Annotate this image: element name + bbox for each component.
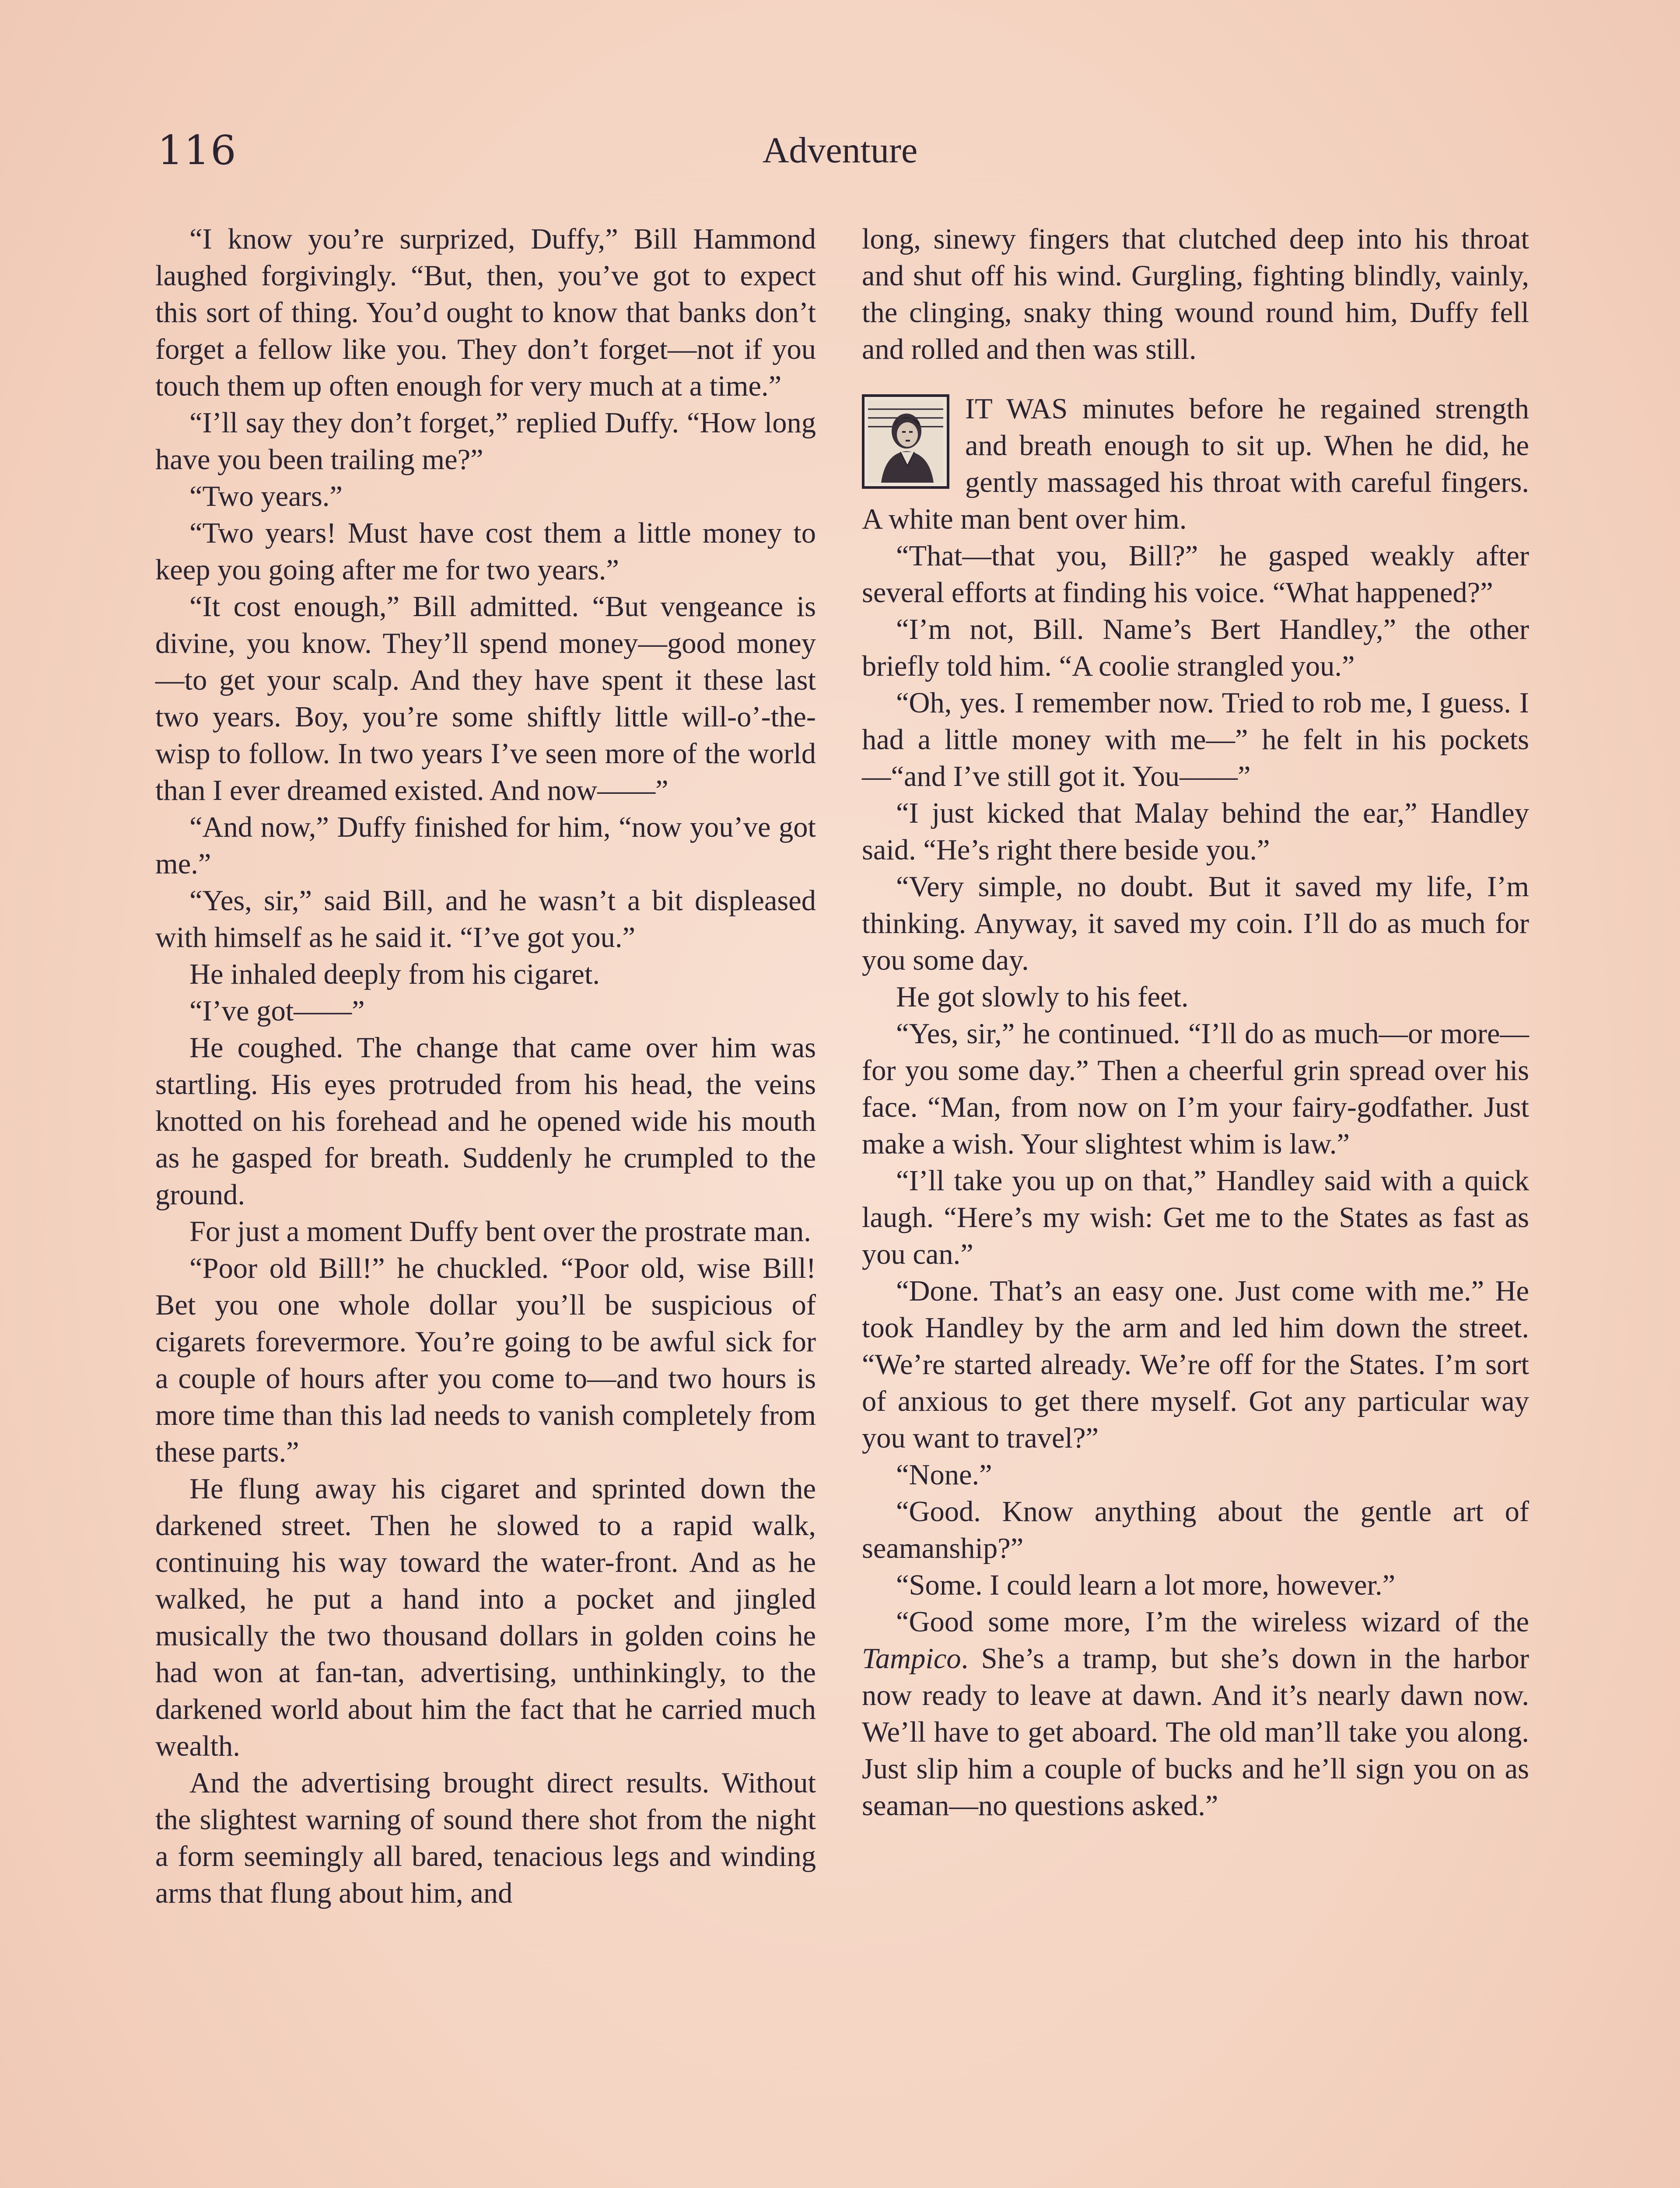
paragraph: “I’m not, Bill. Name’s Bert Handley,” the other briefly told him. “A coolie strangled you.” <box>862 614 1529 682</box>
ship-name: Tampico <box>862 1643 961 1675</box>
paragraph: He coughed. The change that came over him was startling. His eyes protruded from his head, the veins knotted on his forehead and he opened wide his mouth as he gasped for breath. Suddenly he crumpled to the ground. <box>155 1032 816 1211</box>
paragraph: “Oh, yes. I remember now. Tried to rob me, I guess. I had a little money with me—” he felt in his pockets—“and I’ve still got it. You——” <box>862 687 1529 792</box>
paragraph: “It cost enough,” Bill admitted. “But vengeance is divine, you know. They’ll spend money—good money—to get your scalp. And they have spent it these last two years. Boy, you’re some shiftly little will-o’-the-wisp to follow. In two years I’ve seen more of the world than I ever dreamed existed. And now——” <box>155 591 816 806</box>
paragraph: IT WAS minutes before he regained strength and breath enough to sit up. When he did, he gently massaged his throat with careful fingers. A white man bent over him. <box>862 393 1529 535</box>
paragraph: “I know you’re surprized, Duffy,” Bill Hammond laughed forgivingly. “But, then, you’ve got to expect this sort of thing. You’d ought to know that banks don’t forget a fellow like you. They don’t forget—not if you touch them up often enough for very much at a time.” <box>155 223 816 402</box>
paragraph: “Two years.” <box>189 480 343 512</box>
right-column <box>862 221 1529 1824</box>
paragraph: He got slowly to his feet. <box>896 981 1189 1013</box>
paragraph: He flung away his cigaret and sprinted down the darkened street. Then he slowed to a rapid walk, continuing his way toward the water-front. And as he walked, he put a hand into a pocket and jingled musically the two thousand dollars in golden coins he had won at fan-tan, advertising, unthinkingly, to the darkened world about him the fact that he carried much wealth. <box>155 1473 816 1762</box>
paragraph: “Two years! Must have cost them a little money to keep you going after me for two years.” <box>155 517 816 586</box>
paragraph: And the advertising brought direct results. Without the slightest warning of sound there shot from the night a form seemingly all bared, tenacious legs and winding arms that flung about him, and <box>155 1767 816 1909</box>
paragraph: long, sinewy fingers that clutched deep into his throat and shut off his wind. Gurgling, fighting blindly, vainly, the clinging, snaky thing wound round him, Duffy fell and rolled and then was still. <box>862 223 1529 365</box>
text-run: “Good some more, I’m the wireless wizard of the <box>896 1606 1529 1638</box>
paragraph: “Yes, sir,” he continued. “I’ll do as much—or more—for you some day.” Then a cheerful grin spread over his face. “Man, from now on I’m your fairy-godfather. Just make a wish. Your slightest whim is law.” <box>862 1018 1529 1160</box>
paragraph: “Done. That’s an easy one. Just come with me.” He took Handley by the arm and led him down the street. “We’re started already. We’re off for the States. I’m sort of anxious to get there myself. Got any particular way you want to travel?” <box>862 1275 1529 1454</box>
paragraph: “I’ll take you up on that,” Handley said with a quick laugh. “Here’s my wish: Get me to the States as fast as you can.” <box>862 1165 1529 1270</box>
paragraph: “Poor old Bill!” he chuckled. “Poor old, wise Bill! Bet you one whole dollar you’ll be suspicious of cigarets forevermore. You’re going to be awful sick for a couple of hours after you come to—and two hours is more time than this lad needs to vanish completely from these parts.” <box>155 1252 816 1468</box>
paragraph: “I’ll say they don’t forget,” replied Duffy. “How long have you been trailing me?” <box>155 407 816 476</box>
running-head: Adventure <box>762 130 918 171</box>
section-break-illustration <box>862 394 949 489</box>
text-run: . She’s a tramp, but she’s down in the harbor now ready to leave at dawn. And it’s nearly dawn now. We’ll have to get aboard. The old man’ll take you along. Just slip him a couple of bucks and he’ll sign you on as seaman—no questions asked.” <box>862 1643 1529 1822</box>
paragraph: “That—that you, Bill?” he gasped weakly after several efforts at finding his voice. “What happened?” <box>862 540 1529 609</box>
paragraph: “Good. Know anything about the gentle art of seamanship?” <box>862 1496 1529 1564</box>
paragraph: “I’ve got——” <box>189 995 365 1027</box>
page-number: 116 <box>158 127 237 174</box>
paragraph: “Very simple, no doubt. But it saved my life, I’m thinking. Anyway, it saved my coin. I’ll do as much for you some day. <box>862 871 1529 976</box>
man-portrait-icon <box>868 400 943 483</box>
paragraph <box>862 1604 1529 1824</box>
paragraph: “Yes, sir,” said Bill, and he wasn’t a bit displeased with himself as he said it. “I’ve got you.” <box>155 885 816 954</box>
left-column <box>155 221 816 1912</box>
paragraph: “Some. I could learn a lot more, however.” <box>896 1569 1396 1601</box>
paragraph: “I just kicked that Malay behind the ear,” Handley said. “He’s right there beside you.” <box>862 797 1529 866</box>
paragraph: “And now,” Duffy finished for him, “now you’ve got me.” <box>155 811 816 880</box>
paragraph: For just a moment Duffy bent over the prostrate man. <box>189 1216 811 1248</box>
paragraph: He inhaled deeply from his cigaret. <box>189 958 600 990</box>
paragraph: “None.” <box>896 1459 992 1491</box>
